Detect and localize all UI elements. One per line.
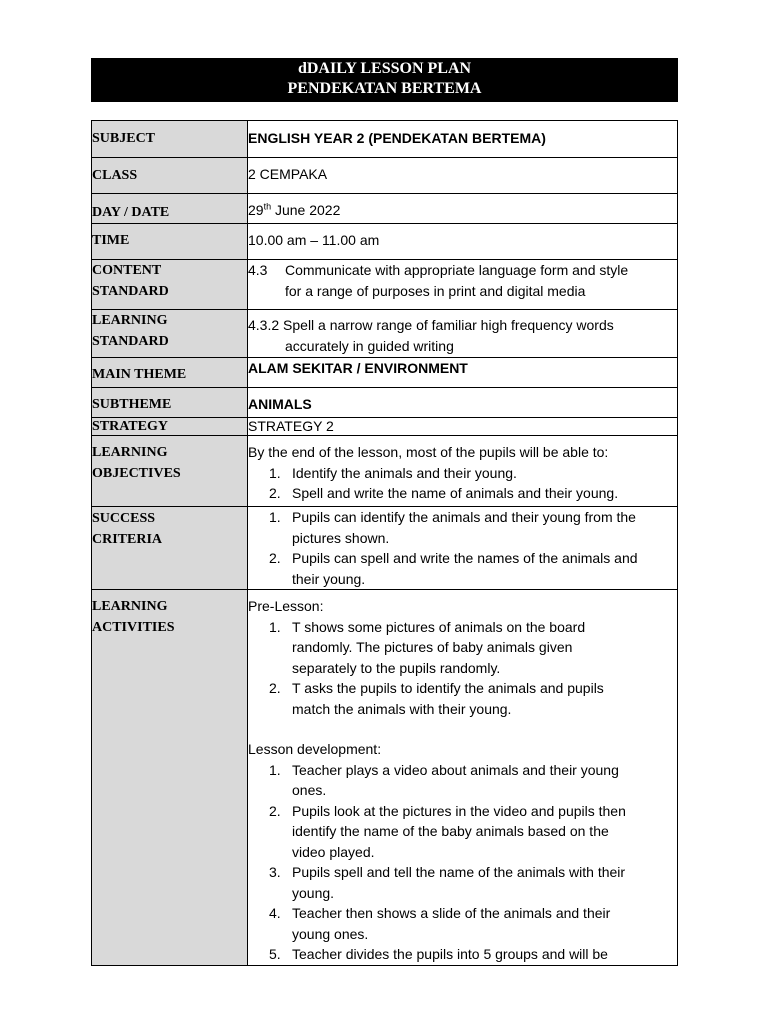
row-strategy xyxy=(92,418,678,436)
success-criteria-label xyxy=(92,507,248,590)
row-main-theme xyxy=(92,358,678,388)
row-learning-standard xyxy=(92,310,678,358)
content-standard-line-2: for a range of purposes in print and digital media xyxy=(285,282,586,299)
row-day-date xyxy=(92,194,678,224)
content-standard-text-1: Communicate with appropriate language form and style xyxy=(285,262,629,278)
learning-standard-value xyxy=(248,310,678,358)
title-line-1: dDAILY LESSON PLAN xyxy=(297,60,472,77)
learning-objectives-label-2: OBJECTIVES xyxy=(92,466,181,481)
list-item xyxy=(248,678,677,719)
list-item xyxy=(248,801,677,863)
row-content-standard xyxy=(92,260,678,310)
lesson-development-heading: Lesson development: xyxy=(248,741,382,757)
list-number: 2. xyxy=(269,680,281,696)
subtheme-label: SUBTHEME xyxy=(92,388,248,418)
list-text: Pupils can identify the animals and their young from the xyxy=(292,509,636,525)
success-criteria-value xyxy=(248,507,678,590)
list-number: 1. xyxy=(269,464,281,481)
list-number: 2. xyxy=(269,802,281,819)
list-text: Pupils spell and tell the name of the animals with their xyxy=(292,864,626,880)
learning-standard-label xyxy=(92,310,248,358)
document-title-banner xyxy=(91,58,678,102)
time-label: TIME xyxy=(92,224,248,260)
subject-label: SUBJECT xyxy=(92,121,248,158)
content-standard-label-2: STANDARD xyxy=(92,284,169,299)
list-number: 2. xyxy=(269,550,281,566)
list-item xyxy=(248,862,677,903)
day-date-value xyxy=(248,194,678,224)
row-success-criteria xyxy=(92,507,678,590)
subtheme-value: ANIMALS xyxy=(248,388,678,418)
content-standard-line-1 xyxy=(248,260,677,281)
learning-standard-label-1: LEARNING xyxy=(92,313,168,328)
list-number: 4. xyxy=(269,905,281,921)
learning-activities-label-1: LEARNING xyxy=(92,599,168,614)
list-item xyxy=(248,463,677,484)
list-text: ones. xyxy=(292,782,327,798)
strategy-value: STRATEGY 2 xyxy=(248,418,678,436)
list-text: Teacher divides the pupils into 5 groups and will be xyxy=(292,946,608,962)
objectives-list xyxy=(248,463,677,504)
content-standard-label-1: CONTENT xyxy=(92,263,162,278)
class-value: 2 CEMPAKA xyxy=(248,158,678,194)
list-text: match the animals with their young. xyxy=(292,700,512,717)
list-number: 2. xyxy=(269,485,281,501)
list-item xyxy=(248,548,677,589)
list-item xyxy=(248,617,677,679)
list-text: young. xyxy=(292,884,335,901)
list-number: 1. xyxy=(269,761,281,778)
title-line-2: PENDEKATAN BERTEMA xyxy=(287,80,482,97)
learning-standard-label-2: STANDARD xyxy=(92,334,169,349)
pre-lesson-heading: Pre-Lesson: xyxy=(248,598,324,614)
main-theme-label: MAIN THEME xyxy=(92,358,248,388)
list-item xyxy=(248,760,677,801)
learning-objectives-intro: By the end of the lesson, most of the pupils will be able to: xyxy=(248,444,609,460)
list-number: 1. xyxy=(269,618,281,635)
row-class xyxy=(92,158,678,194)
row-subtheme xyxy=(92,388,678,418)
row-subject xyxy=(92,121,678,158)
list-text: Teacher plays a video about animals and their young xyxy=(292,761,619,778)
list-number: 1. xyxy=(269,509,281,525)
list-text: Pupils look at the pictures in the video and pupils then xyxy=(292,802,626,819)
list-text: Spell and write the name of animals and their young. xyxy=(292,485,619,501)
learning-activities-label-2: ACTIVITIES xyxy=(92,620,175,635)
learning-objectives-label-1: LEARNING xyxy=(92,445,168,460)
content-standard-label xyxy=(92,260,248,310)
content-standard-code: 4.3 xyxy=(248,262,268,278)
list-text: video played. xyxy=(292,843,375,860)
list-item xyxy=(248,483,677,504)
month-year: June 2022 xyxy=(271,202,341,218)
list-text: Identify the animals and their young. xyxy=(292,464,517,481)
learning-objectives-label xyxy=(92,436,248,507)
day-suffix: th xyxy=(263,201,272,212)
learning-activities-value xyxy=(248,590,678,966)
strategy-label: STRATEGY xyxy=(92,418,248,436)
row-learning-objectives xyxy=(92,436,678,507)
class-label: CLASS xyxy=(92,158,248,194)
lesson-plan-table xyxy=(91,120,678,966)
list-text: Teacher then shows a slide of the animals and their xyxy=(292,905,611,921)
day-number: 29 xyxy=(248,202,264,218)
time-value: 10.00 am – 11.00 am xyxy=(248,224,678,260)
day-date-label: DAY / DATE xyxy=(92,194,248,224)
learning-objectives-value xyxy=(248,436,678,507)
pre-lesson-list xyxy=(248,617,677,720)
list-text: randomly. The pictures of baby animals given xyxy=(292,639,573,655)
list-text: separately to the pupils randomly. xyxy=(292,659,501,676)
list-text: identify the name of the baby animals based on the xyxy=(292,823,609,839)
list-text: pictures shown. xyxy=(292,529,390,546)
list-item xyxy=(248,903,677,944)
row-learning-activities xyxy=(92,590,678,966)
learning-standard-line-2: accurately in guided writing xyxy=(285,337,454,354)
list-text: T asks the pupils to identify the animals and pupils xyxy=(292,680,604,696)
list-text: young ones. xyxy=(292,925,369,942)
list-text: T shows some pictures of animals on the board xyxy=(292,618,586,635)
section-spacer xyxy=(248,719,677,739)
list-item xyxy=(248,507,677,548)
learning-activities-label xyxy=(92,590,248,966)
content-standard-value xyxy=(248,260,678,310)
list-text: their young. xyxy=(292,570,366,587)
success-criteria-label-2: CRITERIA xyxy=(92,532,163,547)
criteria-list xyxy=(248,507,677,589)
success-criteria-label-1: SUCCESS xyxy=(92,511,156,526)
list-number: 5. xyxy=(269,946,281,962)
row-time xyxy=(92,224,678,260)
main-theme-value: ALAM SEKITAR / ENVIRONMENT xyxy=(248,358,678,388)
subject-value: ENGLISH YEAR 2 (PENDEKATAN BERTEMA) xyxy=(248,121,678,158)
lesson-development-list xyxy=(248,760,677,965)
list-item xyxy=(248,944,677,965)
list-text: Pupils can spell and write the names of the animals and xyxy=(292,550,638,566)
list-number: 3. xyxy=(269,864,281,880)
learning-standard-line-1: 4.3.2 Spell a narrow range of familiar high frequency words xyxy=(248,317,614,333)
